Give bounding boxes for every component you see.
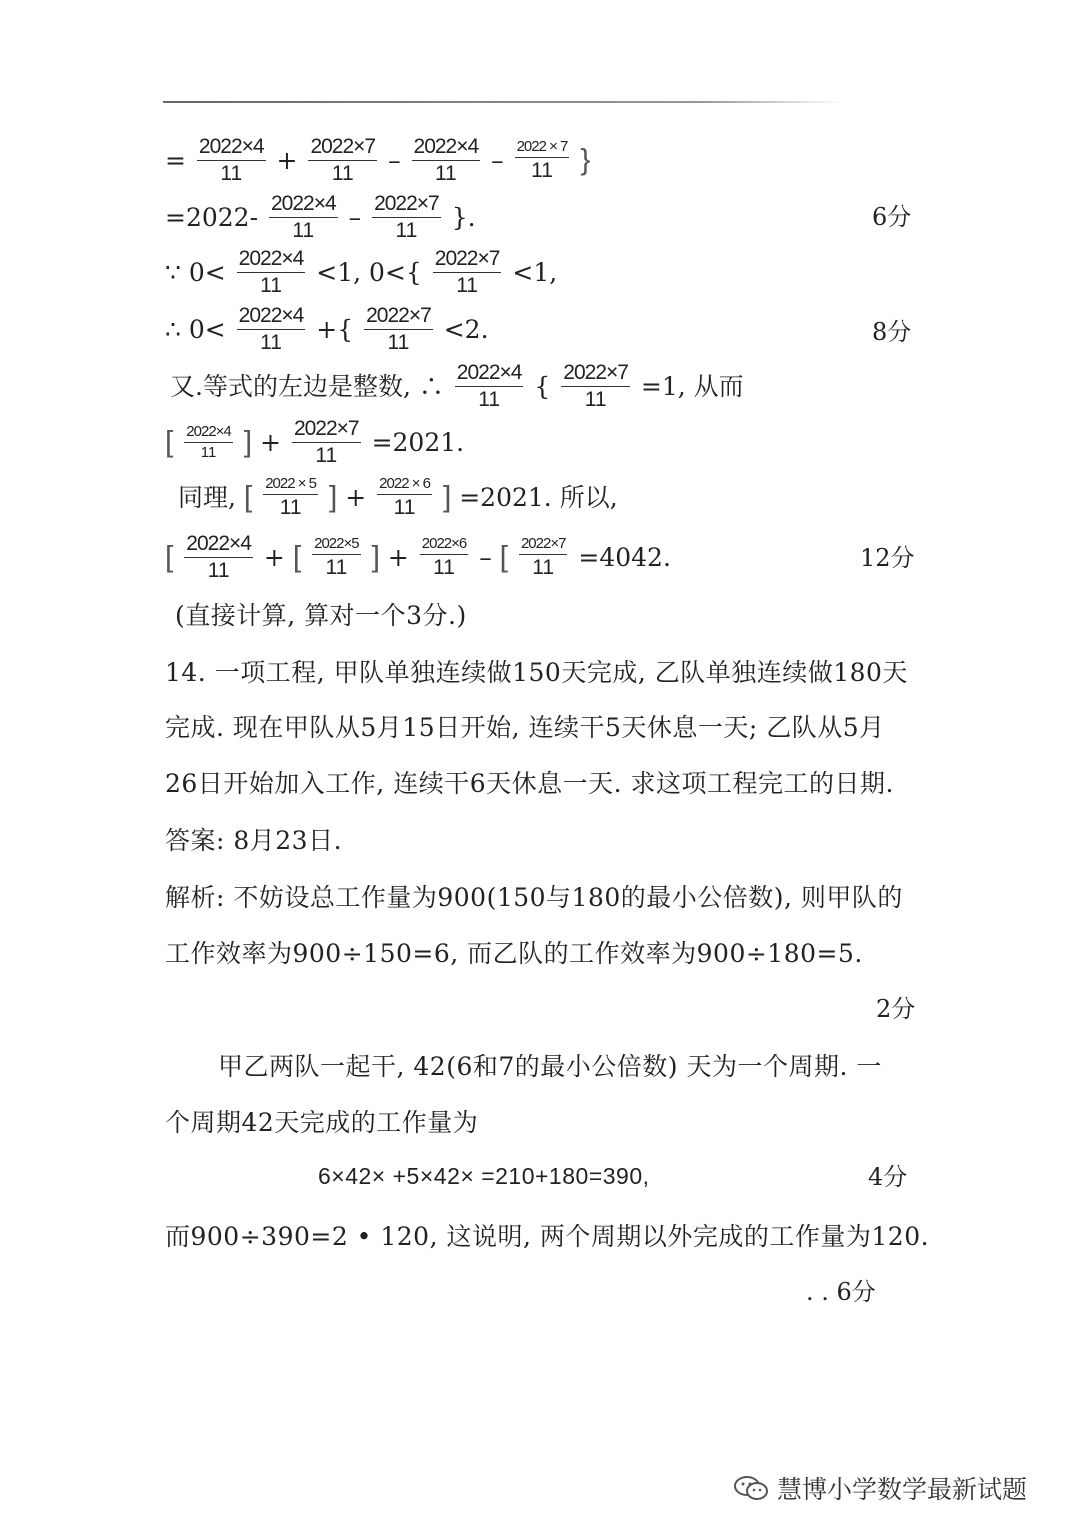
analysis-line-4: 个周期42天完成的工作量为 xyxy=(165,1108,479,1137)
watermark xyxy=(733,1470,1027,1506)
wechat-icon xyxy=(733,1475,769,1501)
math-line-4: ∴ 0< $\frac{2022\times 4}{11}$ +{ $\frac{2022\times 7}{11}$ <2. xyxy=(165,304,489,355)
score-6: 6分 xyxy=(872,203,912,231)
math-line-1: = $\frac{2022\times 4}{11}$ + $\frac{2022\times 7}{11}$ – $\frac{2022\times 4}{11}$ – $\frac{2022 \times 7}{11}$ } xyxy=(165,135,591,186)
watermark-text: 慧博小学数学最新试题 xyxy=(777,1475,1028,1504)
top-divider xyxy=(163,101,843,103)
math-line-5: 又.等式的左边是整数, ∴ $\frac{2022\times 4}{11}$ { $\frac{2022\times 7}{11}$ =1, 从而 xyxy=(170,361,744,412)
math-line-7: 同理, [ $\frac{2022 \times 5}{11}$ ] + $\frac{2022 \times 6}{11}$ ] =2021. 所以, xyxy=(178,475,618,519)
problem-line-2: 完成. 现在甲队从5月15日开始, 连续干5天休息一天; 乙队从5月 xyxy=(165,713,885,742)
score-6b: . . 6分 xyxy=(806,1278,876,1306)
note-direct-calc: (直接计算, 算对一个3分.) xyxy=(175,601,467,630)
answer-line: 答案: 8月23日. xyxy=(165,826,343,855)
score-2: 2分 xyxy=(876,995,916,1023)
math-line-6: [ $\frac{2022\times 4}{11}$ ] + $\frac{2022\times 7}{11}$ =2021. xyxy=(165,417,465,468)
analysis-line-5: 6×42× +5×42× =210+180=390, xyxy=(318,1163,650,1189)
problem-line-3: 26日开始加入工作, 连续干6天休息一天. 求这项工程完工的日期. xyxy=(165,769,894,798)
math-line-2: =2022- $\frac{2022\times 4}{11}$ – $\frac{2022\times 7}{11}$ }. xyxy=(165,192,476,243)
analysis-line-3: 甲乙两队一起干, 42(6和7的最小公倍数) 天为一个周期. 一 xyxy=(218,1052,882,1081)
analysis-line-2: 工作效率为900÷150=6, 而乙队的工作效率为900÷180=5. xyxy=(165,939,863,968)
math-line-3: ∵ 0< $\frac{2022\times 4}{11}$ <1, 0<{ $\frac{2022\times 7}{11}$ <1, xyxy=(165,247,558,298)
problem-line-1: 14. 一项工程, 甲队单独连续做150天完成, 乙队单独连续做180天 xyxy=(165,658,908,687)
score-8: 8分 xyxy=(872,318,912,346)
score-4: 4分 xyxy=(868,1163,908,1191)
score-12: 12分 xyxy=(860,544,915,572)
analysis-line-1: 解析: 不妨设总工作量为900(150与180的最小公倍数), 则甲队的 xyxy=(165,883,903,912)
analysis-line-6: 而900÷390=2 • 120, 这说明, 两个周期以外完成的工作量为120. xyxy=(165,1222,930,1251)
math-line-8: [ $\frac{2022\times 4}{11}$ + [ $\frac{2022\times 5}{11}$ ] + $\frac{2022\times 6}{11}$ – [ $\frac{2022\times 7}{11}$ =4042. xyxy=(165,532,671,583)
